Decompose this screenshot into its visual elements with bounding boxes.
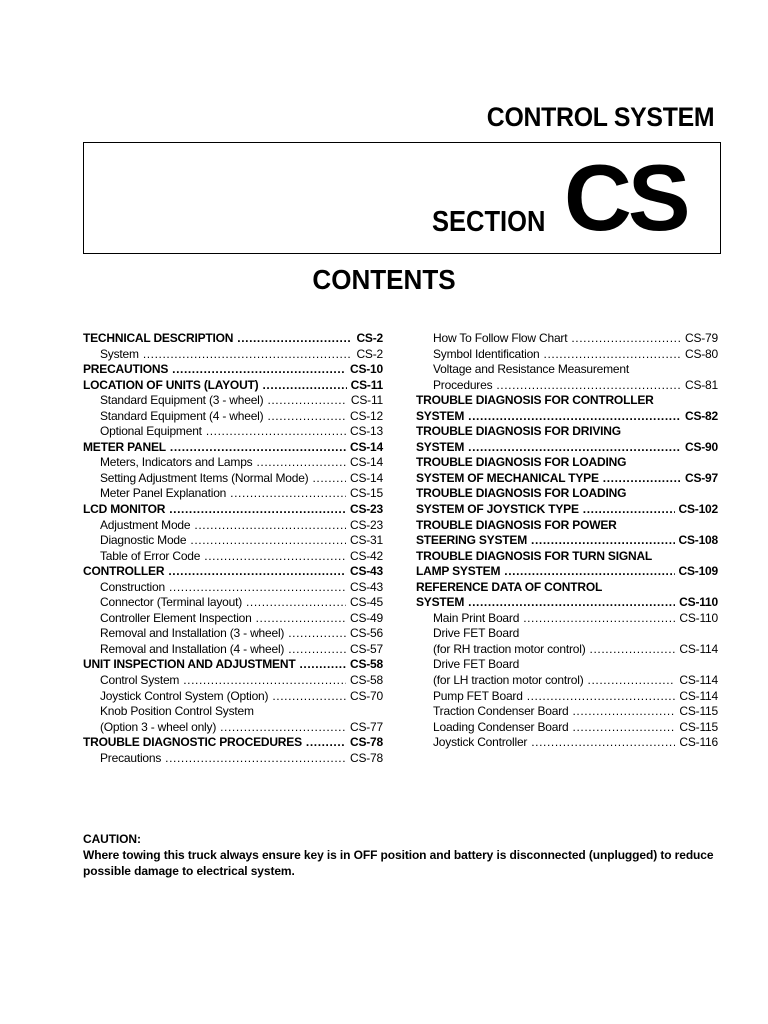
toc-entry-page: CS-49 [349,610,383,625]
toc-entry[interactable] [416,657,718,673]
toc-entry[interactable] [416,424,718,440]
toc-entry-page: CS-12 [349,408,383,423]
toc-leader-dots [220,720,346,736]
toc-entry-title: Joystick Controller [433,735,528,750]
toc-entry-page: CS-115 [679,704,718,719]
toc-entry-page: CS-23 [349,502,383,517]
toc-entry-page: CS-108 [678,533,718,548]
toc-entry-title: TROUBLE DIAGNOSIS FOR CONTROLLER [416,393,654,408]
toc-entry-title: TROUBLE DIAGNOSIS FOR LOADING [416,455,627,470]
contents-heading: CONTENTS [312,264,456,295]
toc-entry-title: System [100,346,139,361]
toc-leader-dots [246,595,346,611]
toc-entry-page: CS-43 [349,564,383,579]
toc-entry-title: Construction [100,579,165,594]
toc-entry[interactable] [416,673,718,689]
toc-entry-title: LAMP SYSTEM [416,564,501,579]
toc-entry-title: SYSTEM OF JOYSTICK TYPE [416,502,579,517]
toc-leader-dots [588,673,676,689]
toc-entry-page: CS-78 [349,735,383,750]
toc-entry[interactable] [83,378,383,394]
toc-entry-title: REFERENCE DATA OF CONTROL [416,579,603,594]
toc-entry[interactable] [416,642,718,658]
toc-entry[interactable] [83,720,383,736]
toc-entry[interactable] [416,486,718,502]
toc-entry-page: CS-110 [679,610,718,625]
toc-entry-page: CS-78 [349,750,383,765]
toc-entry-title: Main Print Board [433,610,520,625]
toc-entry-page: CS-2 [356,346,383,361]
toc-entry[interactable] [83,471,383,487]
toc-entry[interactable] [83,735,383,751]
toc-entry[interactable] [416,331,718,347]
toc-entry[interactable] [83,362,383,378]
toc-entry-title: TROUBLE DIAGNOSIS FOR DRIVING [416,424,621,439]
toc-leader-dots [573,720,676,736]
toc-entry[interactable] [83,626,383,642]
toc-leader-dots [262,378,346,394]
toc-entry-title: SYSTEM [416,408,465,423]
toc-entry[interactable] [83,455,383,471]
toc-entry-page: CS-82 [684,408,718,423]
toc-entry[interactable] [83,518,383,534]
section-header-box [83,142,721,254]
toc-entry-page: CS-109 [678,564,718,579]
toc-entry-title: Drive FET Board [433,657,520,672]
toc-entry-page: CS-14 [349,470,383,485]
toc-leader-dots [468,440,681,456]
toc-entry-page: CS-56 [349,626,383,641]
chapter-title: CONTROL SYSTEM [486,102,714,132]
toc-entry[interactable] [416,362,718,378]
toc-entry[interactable] [83,642,383,658]
toc-entry-title: Meters, Indicators and Lamps [100,455,253,470]
toc-right-column [416,331,718,751]
toc-entry-page: CS-110 [679,595,718,610]
toc-entry-page: CS-31 [349,533,383,548]
toc-leader-dots [169,580,346,596]
toc-entry-title: (for LH traction motor control) [433,673,584,688]
toc-entry[interactable] [83,393,383,409]
toc-entry[interactable] [83,533,383,549]
toc-leader-dots [573,704,676,720]
toc-leader-dots [272,689,346,705]
toc-leader-dots [168,564,346,580]
toc-leader-dots [256,455,346,471]
toc-entry-page: CS-43 [349,579,383,594]
toc-entry[interactable] [416,518,718,534]
toc-entry-page: CS-58 [349,673,383,688]
toc-left-column [83,331,383,766]
toc-entry-title: SYSTEM [416,439,465,454]
toc-entry-title: LOCATION OF UNITS (LAYOUT) [83,377,259,392]
toc-entry-page: CS-114 [679,673,718,688]
toc-leader-dots [256,611,346,627]
toc-entry-page: CS-14 [349,455,383,470]
toc-entry-page: CS-58 [349,657,383,672]
caution-label: CAUTION: [83,832,141,846]
toc-entry-title: Controller Element Inspection [100,610,252,625]
toc-leader-dots [267,409,346,425]
toc-entry-title: Setting Adjustment Items (Normal Mode) [100,470,309,485]
toc-entry-title: Knob Position Control System [100,704,254,719]
toc-entry-page: CS-77 [349,719,383,734]
toc-entry[interactable] [83,409,383,425]
toc-leader-dots [496,378,681,394]
toc-entry[interactable] [416,549,718,565]
toc-leader-dots [468,595,675,611]
toc-entry[interactable] [83,549,383,565]
toc-entry[interactable] [416,735,718,751]
toc-entry-page: CS-23 [349,517,383,532]
toc-entry-page: CS-11 [350,377,383,392]
toc-entry-page: CS-42 [349,548,383,563]
toc-entry-page: CS-10 [349,362,383,377]
toc-entry[interactable] [83,611,383,627]
toc-entry-title: Diagnostic Mode [100,533,187,548]
toc-entry[interactable] [416,471,718,487]
toc-entry-title: Connector (Terminal layout) [100,595,242,610]
toc-leader-dots [312,471,346,487]
toc-entry[interactable] [416,611,718,627]
toc-entry-page: CS-114 [679,688,718,703]
toc-entry[interactable] [416,720,718,736]
toc-entry-page: CS-2 [356,331,383,345]
toc-entry-page: CS-102 [678,502,718,517]
toc-leader-dots [288,642,346,658]
caution-note [83,831,723,879]
toc-entry-title: Loading Condenser Board [433,719,569,734]
toc-entry-title: TROUBLE DIAGNOSTIC PROCEDURES [83,735,302,750]
toc-entry-title: STEERING SYSTEM [416,533,528,548]
toc-leader-dots [468,409,681,425]
toc-entry-page: CS-57 [349,641,383,656]
section-code: CS [564,145,687,250]
toc-entry[interactable] [416,455,718,471]
toc-entry-title: (Option 3 - wheel only) [100,719,217,734]
toc-entry[interactable] [416,533,718,549]
toc-entry[interactable] [416,689,718,705]
toc-entry-title: TECHNICAL DESCRIPTION [83,331,234,345]
toc-leader-dots [169,502,346,518]
toc-entry[interactable] [83,440,383,456]
toc-entry[interactable] [416,393,718,409]
toc-leader-dots [204,549,346,565]
toc-entry-page: CS-11 [350,393,383,408]
toc-entry-page: CS-115 [679,719,718,734]
toc-leader-dots [267,393,346,409]
toc-entry[interactable] [416,595,718,611]
toc-entry-page: CS-80 [684,346,718,361]
toc-entry-title: CONTROLLER [83,564,165,579]
toc-leader-dots [583,502,675,518]
toc-entry-title: Voltage and Resistance Measurement [433,362,629,377]
toc-entry-title: Traction Condenser Board [433,704,569,719]
toc-entry[interactable] [416,409,718,425]
toc-entry[interactable] [83,486,383,502]
toc-entry[interactable] [83,564,383,580]
toc-entry-title: LCD MONITOR [83,502,166,517]
toc-entry[interactable] [416,347,718,363]
toc-entry[interactable] [83,704,383,720]
toc-entry-page: CS-45 [349,595,383,610]
toc-entry[interactable] [83,347,383,363]
toc-entry[interactable] [83,657,383,673]
toc-entry-title: Joystick Control System (Option) [100,688,269,703]
toc-entry[interactable] [83,424,383,440]
toc-entry-title: SYSTEM [416,595,465,610]
toc-leader-dots [170,440,346,456]
toc-entry-title: Pump FET Board [433,688,523,703]
toc-entry-page: CS-116 [679,735,718,750]
toc-entry[interactable] [83,502,383,518]
toc-entry[interactable] [416,704,718,720]
toc-leader-dots [504,564,674,580]
toc-entry-title: TROUBLE DIAGNOSIS FOR LOADING [416,486,627,501]
toc-leader-dots [172,362,346,378]
toc-entry-title: Precautions [100,750,162,765]
toc-leader-dots [544,347,681,363]
toc-entry[interactable] [416,440,718,456]
toc-entry-page: CS-15 [349,486,383,501]
toc-entry-title: Standard Equipment (3 - wheel) [100,393,264,408]
toc-entry-title: Drive FET Board [433,626,520,641]
toc-entry-title: Removal and Installation (3 - wheel) [100,626,285,641]
toc-entry[interactable] [83,673,383,689]
toc-leader-dots [194,518,346,534]
toc-entry[interactable] [416,564,718,580]
toc-entry[interactable] [416,580,718,596]
toc-entry-title: Control System [100,673,180,688]
toc-entry-page: CS-114 [679,641,718,656]
toc-leader-dots [527,689,676,705]
toc-leader-dots [531,735,675,751]
toc-leader-dots [531,533,674,549]
toc-entry-title: METER PANEL [83,439,166,454]
toc-entry-title: Adjustment Mode [100,517,191,532]
toc-leader-dots [523,611,675,627]
toc-entry-page: CS-81 [684,377,718,392]
toc-entry-page: CS-90 [684,439,718,454]
toc-entry[interactable] [83,331,383,347]
toc-entry[interactable] [416,502,718,518]
toc-leader-dots [299,657,346,673]
toc-entry-title: TROUBLE DIAGNOSIS FOR TURN SIGNAL [416,548,653,563]
toc-leader-dots [590,642,676,658]
toc-entry-page: CS-70 [349,688,383,703]
toc-entry[interactable] [83,689,383,705]
toc-leader-dots [237,331,352,347]
toc-entry[interactable] [83,595,383,611]
toc-entry[interactable] [416,626,718,642]
toc-entry-title: (for RH traction motor control) [433,641,586,656]
toc-leader-dots [288,626,346,642]
toc-entry[interactable] [83,751,383,767]
toc-entry-title: TROUBLE DIAGNOSIS FOR POWER [416,517,617,532]
toc-entry-title: How To Follow Flow Chart [433,331,568,345]
toc-entry[interactable] [416,378,718,394]
toc-leader-dots [143,347,353,363]
toc-entry-title: UNIT INSPECTION AND ADJUSTMENT [83,657,296,672]
toc-entry-title: Standard Equipment (4 - wheel) [100,408,264,423]
toc-entry-title: SYSTEM OF MECHANICAL TYPE [416,470,599,485]
toc-entry-title: Removal and Installation (4 - wheel) [100,641,285,656]
toc-leader-dots [603,471,681,487]
toc-entry[interactable] [83,580,383,596]
toc-leader-dots [206,424,346,440]
toc-leader-dots [183,673,346,689]
toc-entry-title: Procedures [433,377,493,392]
toc-entry-title: Meter Panel Explanation [100,486,227,501]
toc-leader-dots [306,735,346,751]
toc-entry-title: Optional Equipment [100,424,202,439]
toc-leader-dots [571,331,681,347]
caution-text: Where towing this truck always ensure key is in OFF position and battery is disconnected (unplugged) to reduce possible damage to electrical system. [83,848,714,878]
toc-entry-title: Table of Error Code [100,548,201,563]
toc-entry-page: CS-13 [349,424,383,439]
toc-leader-dots [230,486,346,502]
toc-entry-title: Symbol Identification [433,346,540,361]
toc-entry-page: CS-97 [684,470,718,485]
section-label: SECTION [432,206,546,238]
toc-entry-page: CS-79 [684,331,718,345]
toc-entry-title: PRECAUTIONS [83,362,169,377]
toc-leader-dots [190,533,346,549]
toc-leader-dots [165,751,346,767]
toc-entry-page: CS-14 [349,439,383,454]
